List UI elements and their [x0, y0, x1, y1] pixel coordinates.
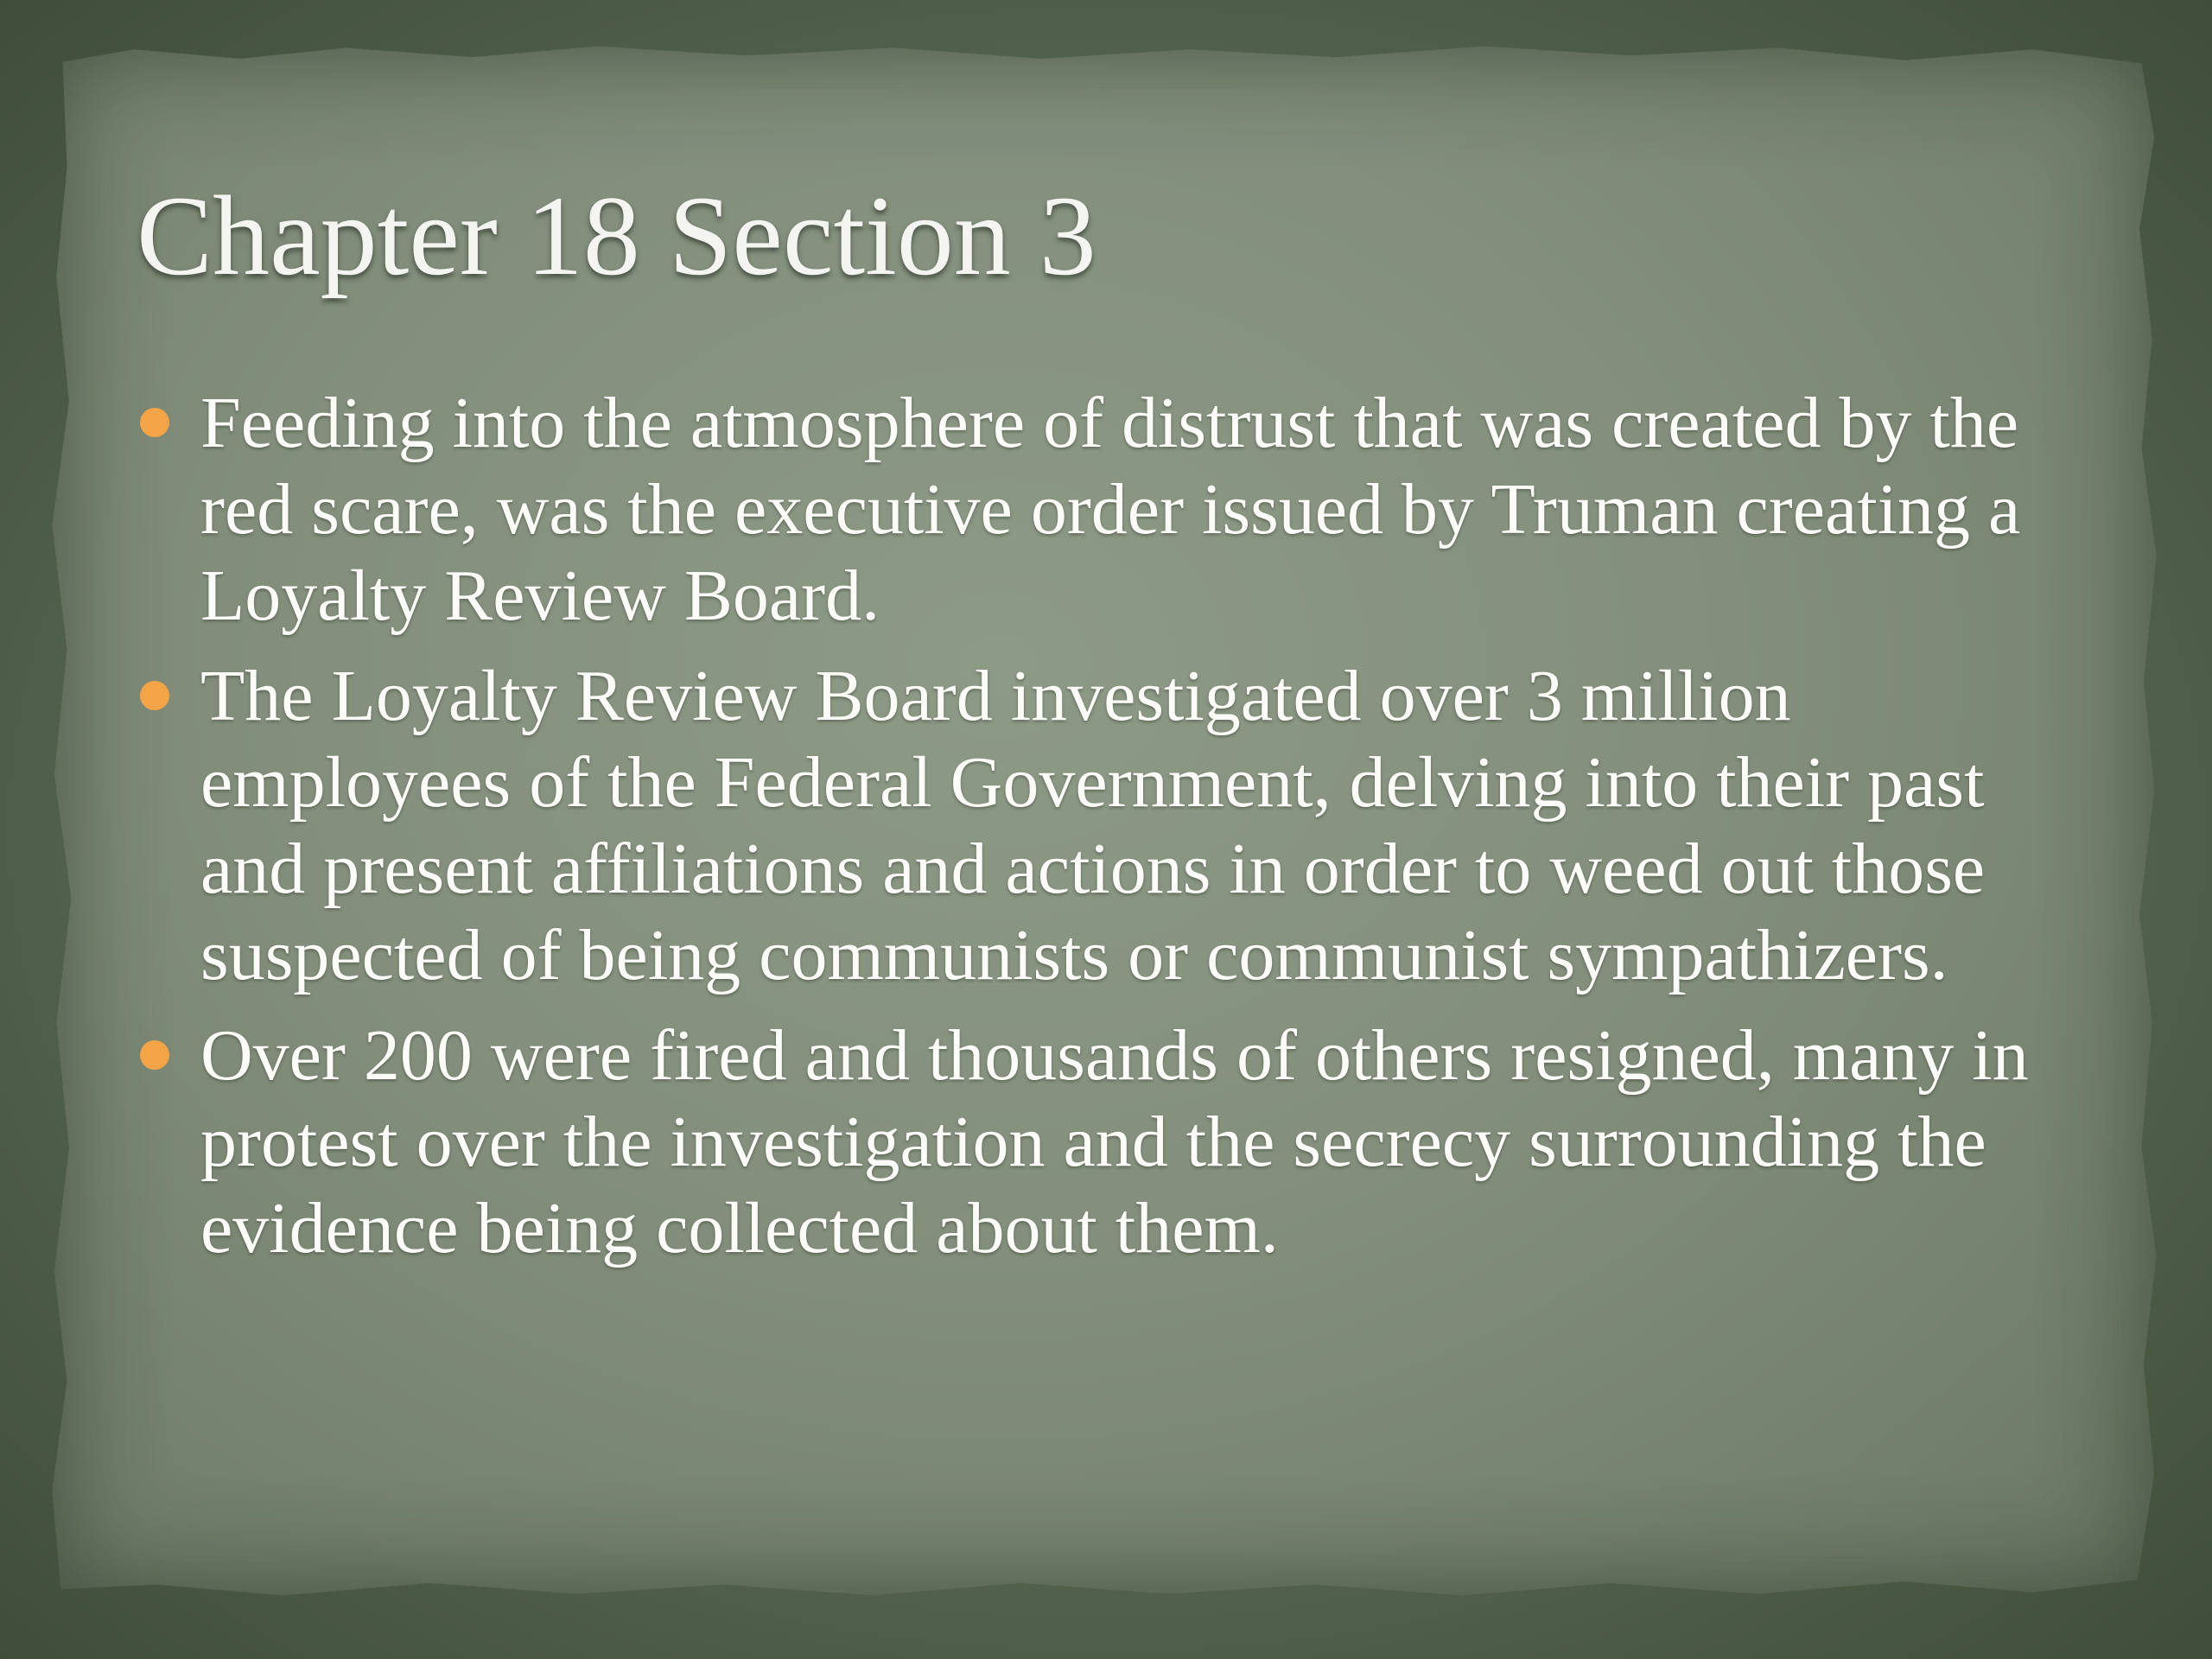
- bullet-text: The Loyalty Review Board investigated over 3 million employees of the Federal Government, delving into their past and present affiliations and actions in order to weed out those suspected of being communists or communist sympathizers.: [200, 656, 1986, 995]
- bullet-dot-icon: [140, 408, 169, 437]
- bullet-item: [130, 653, 2082, 999]
- bullet-dot-icon: [140, 1040, 169, 1070]
- bullet-list: [130, 380, 2082, 1286]
- bullet-dot-icon: [140, 681, 169, 710]
- slide-title: Chapter 18 Section 3: [137, 172, 1096, 299]
- bullet-item: [130, 380, 2082, 639]
- bullet-text: Over 200 were fired and thousands of others resigned, many in protest over the investigation and the secrecy surrounding the evidence being collected about them.: [200, 1015, 2029, 1268]
- bullet-text: Feeding into the atmosphere of distrust that was created by the red scare, was the executive order issued by Truman creating a Loyalty Review Board.: [200, 383, 2021, 636]
- bullet-item: [130, 1013, 2082, 1272]
